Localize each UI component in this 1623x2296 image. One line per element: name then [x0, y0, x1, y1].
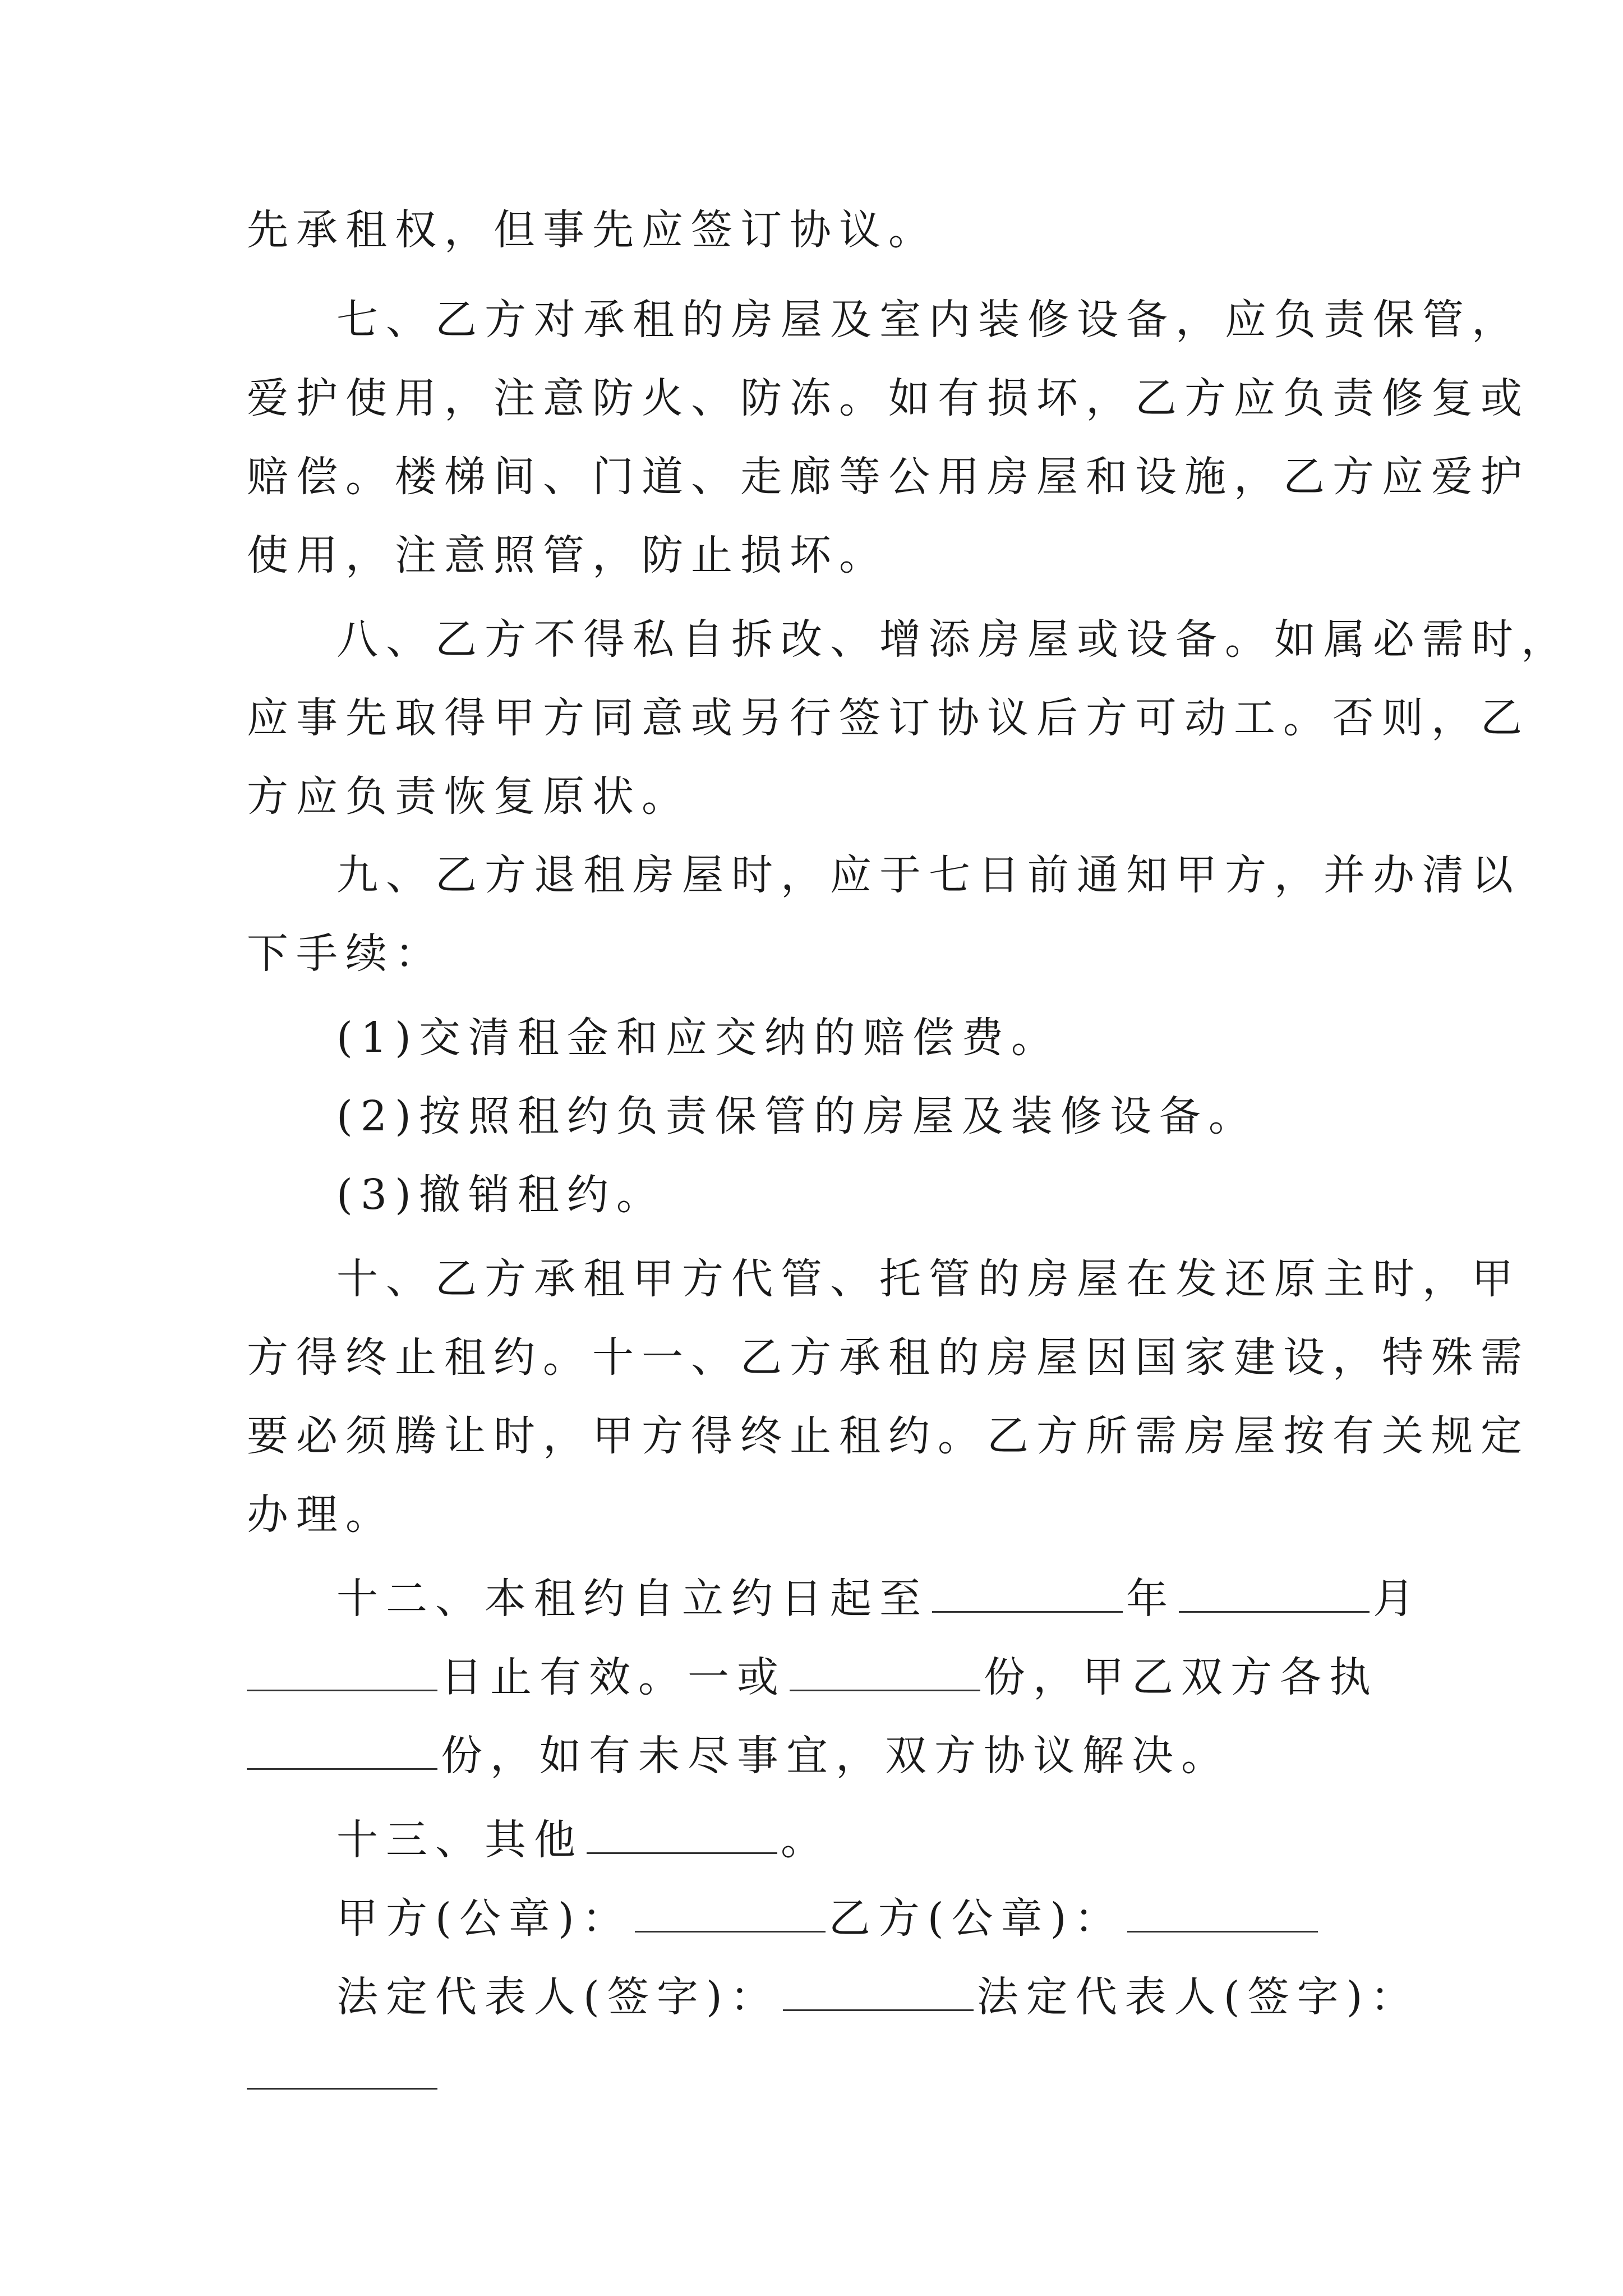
clause-8-heading-line: 八、乙方不得私自拆改、增添房屋或设备。如属必需时，: [336, 615, 1570, 664]
party-b-seal-blank: [1127, 1897, 1318, 1932]
clause-12-line-1: [336, 1565, 1422, 1632]
party-a-rep-label: 法定代表人(签字)：: [336, 1973, 780, 2021]
party-a-seal-blank: [635, 1897, 826, 1932]
list-item-1: (1)交清租金和应交纳的赔偿费。: [336, 1014, 1061, 1062]
party-b-rep-blank: [247, 2054, 437, 2090]
party-a-rep-blank: [783, 1976, 974, 2011]
copies-total-blank: [790, 1656, 980, 1691]
party-b-rep-label: 法定代表人(签字)：: [976, 1973, 1420, 2021]
list-item-3: (3)撤销租约。: [336, 1171, 666, 1219]
party-b-seal-label: 乙方(公章)：: [828, 1894, 1124, 1943]
text-line: 方得终止租约。十一、乙方承租的房屋因国家建设，特殊需: [247, 1333, 1530, 1382]
end-month-blank: [1179, 1577, 1370, 1613]
copies-each-blank: [247, 1734, 437, 1770]
clause-12-text: 日止有效。一或: [441, 1653, 786, 1701]
clause-7-heading-line: 七、乙方对承租的房屋及室内装修设备，应负责保管，: [336, 296, 1521, 344]
text-line: 应事先取得甲方同意或另行签订协议后方可动工。否则，乙: [247, 694, 1530, 742]
clause-10-heading-line: 十、乙方承租甲方代管、托管的房屋在发还原主时，甲: [336, 1255, 1521, 1303]
representative-line: [336, 1963, 1420, 2031]
text-line: 下手续：: [247, 930, 444, 978]
clause-13-text: 十三、其他: [336, 1816, 583, 1864]
text-line: 先承租权，但事先应签订协议。: [247, 206, 938, 254]
list-item-2: (2)按照租约负责保管的房屋及装修设备。: [336, 1092, 1258, 1140]
clause-12-text: 份，甲乙双方各执: [984, 1653, 1378, 1701]
text-line: 要必须腾让时，甲方得终止租约。乙方所需房屋按有关规定: [247, 1412, 1530, 1460]
clause-12-line-2: [247, 1644, 1391, 1711]
other-blank: [587, 1819, 777, 1854]
clause-9-heading-line: 九、乙方退租房屋时，应于七日前通知甲方，并办清以: [336, 851, 1521, 899]
clause-12-text: 份，如有未尽事宜，双方协议解决。: [441, 1732, 1230, 1780]
representative-blank-line: [247, 2042, 1391, 2109]
party-a-seal-label: 甲方(公章)：: [336, 1894, 631, 1943]
clause-13-line: [336, 1806, 1391, 1874]
seal-line: [336, 1885, 1391, 1952]
text-line: 办理。: [247, 1490, 395, 1539]
end-year-blank: [932, 1577, 1123, 1613]
end-day-blank: [247, 1656, 437, 1691]
text-line: 赔偿。楼梯间、门道、走廊等公用房屋和设施，乙方应爱护: [247, 453, 1530, 501]
year-label: 年: [1126, 1575, 1175, 1623]
text-line: 爱护使用，注意防火、防冻。如有损坏，乙方应负责修复或: [247, 374, 1530, 422]
month-label: 月: [1373, 1575, 1422, 1623]
text-line: 使用，注意照管，防止损坏。: [247, 531, 888, 579]
clause-13-end: 。: [781, 1816, 830, 1864]
text-line: 方应负责恢复原状。: [247, 772, 691, 821]
clause-12-line-3: [247, 1722, 1391, 1789]
clause-12-text: 十二、本租约自立约日起至: [336, 1575, 929, 1623]
